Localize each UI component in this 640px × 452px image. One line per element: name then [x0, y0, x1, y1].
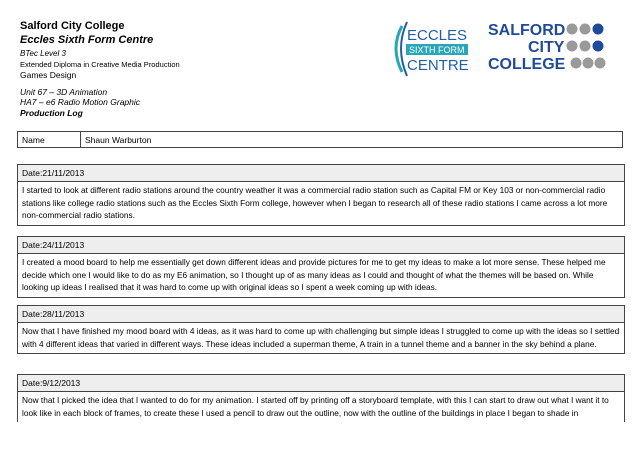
log-entry	[17, 236, 625, 298]
eccles-logo-line2: SIXTH FORM	[409, 45, 465, 55]
entry-date: Date:9/12/2013	[18, 375, 624, 392]
entry-text: I started to look at different radio stations around the country weather it was a commercial radio station such as Capital FM or Key 103 or non-commercial radio stations like college radio stations such as the Eccles Sixth Form college, however when I began to research all of these radio stations I came across a lot more non-commercial radio stations.	[22, 185, 608, 220]
entry-text: Now that I picked the idea that I wanted to do for my animation. I started off by printing off a storyboard template, with this I can start to draw out what I want it to look like in each block of frames, to create these I used a pencil to draw out the outline, now with the outline of the buildings in place I began to shade in	[22, 395, 609, 418]
entry-text: Now that I have finished my mood board with 4 ideas, as it was hard to come up with challenging but simple ideas I struggled to come up with the ideas so I settled with 4 different ideas that varied in different ways. These ideas included a superman theme, A train in a tunnel theme and a banner in the sky behind a plane.	[22, 326, 620, 349]
salford-logo-line3: COLLEGE	[488, 56, 566, 73]
name-row	[18, 132, 623, 148]
log-entry	[17, 164, 625, 226]
logo-dot	[580, 24, 591, 35]
name-label: Name	[18, 132, 81, 148]
document-header	[20, 20, 280, 118]
logo-dot	[567, 41, 578, 52]
logo-dot	[571, 58, 582, 69]
log-entry	[17, 374, 625, 422]
name-table	[17, 131, 623, 148]
diploma-name: Extended Diploma in Creative Media Production	[20, 59, 180, 69]
name-value: Shaun Warburton	[81, 132, 623, 148]
eccles-logo-line3: CENTRE	[407, 57, 469, 74]
entry-date: Date:28/11/2013	[18, 306, 624, 323]
assignment-title: HA7 – e6 Radio Motion Graphic	[20, 97, 141, 108]
course-level: BTec Level 3	[20, 48, 66, 58]
course-name: Games Design	[20, 69, 77, 80]
salford-logo-line1: SALFORD	[488, 22, 566, 39]
eccles-logo-line1: ECCLES	[407, 27, 468, 44]
salford-city-college-logo	[488, 19, 608, 75]
entry-date: Date:24/11/2013	[18, 237, 624, 254]
logo-dot	[580, 41, 591, 52]
salford-logo-line2: CITY	[528, 39, 565, 56]
unit-title: Unit 67 – 3D Animation	[20, 86, 108, 97]
logo-dot	[567, 24, 578, 35]
centre-name: Eccles Sixth Form Centre	[20, 33, 154, 46]
document-type: Production Log	[20, 107, 83, 118]
log-entry	[17, 305, 625, 354]
entry-text: I created a mood board to help me essentially get down different ideas and provide pictures for me to get my ideas to make a lot more sense. These helped me decide which one I would like to do as my E6 animation, so I thought up of as many ideas as I could and thought of what the themes will be based on. While looking up ideas I realised that it was hard to come up with original ideas so I spent a week coming up with ideas.	[22, 257, 606, 292]
logo-dot	[593, 24, 604, 35]
college-name: Salford City College	[20, 20, 125, 32]
entry-date: Date:21/11/2013	[18, 165, 624, 182]
logo-dot	[583, 58, 594, 69]
logo-dot	[593, 41, 604, 52]
eccles-sixth-form-logo	[392, 18, 472, 80]
logo-dot	[595, 58, 606, 69]
